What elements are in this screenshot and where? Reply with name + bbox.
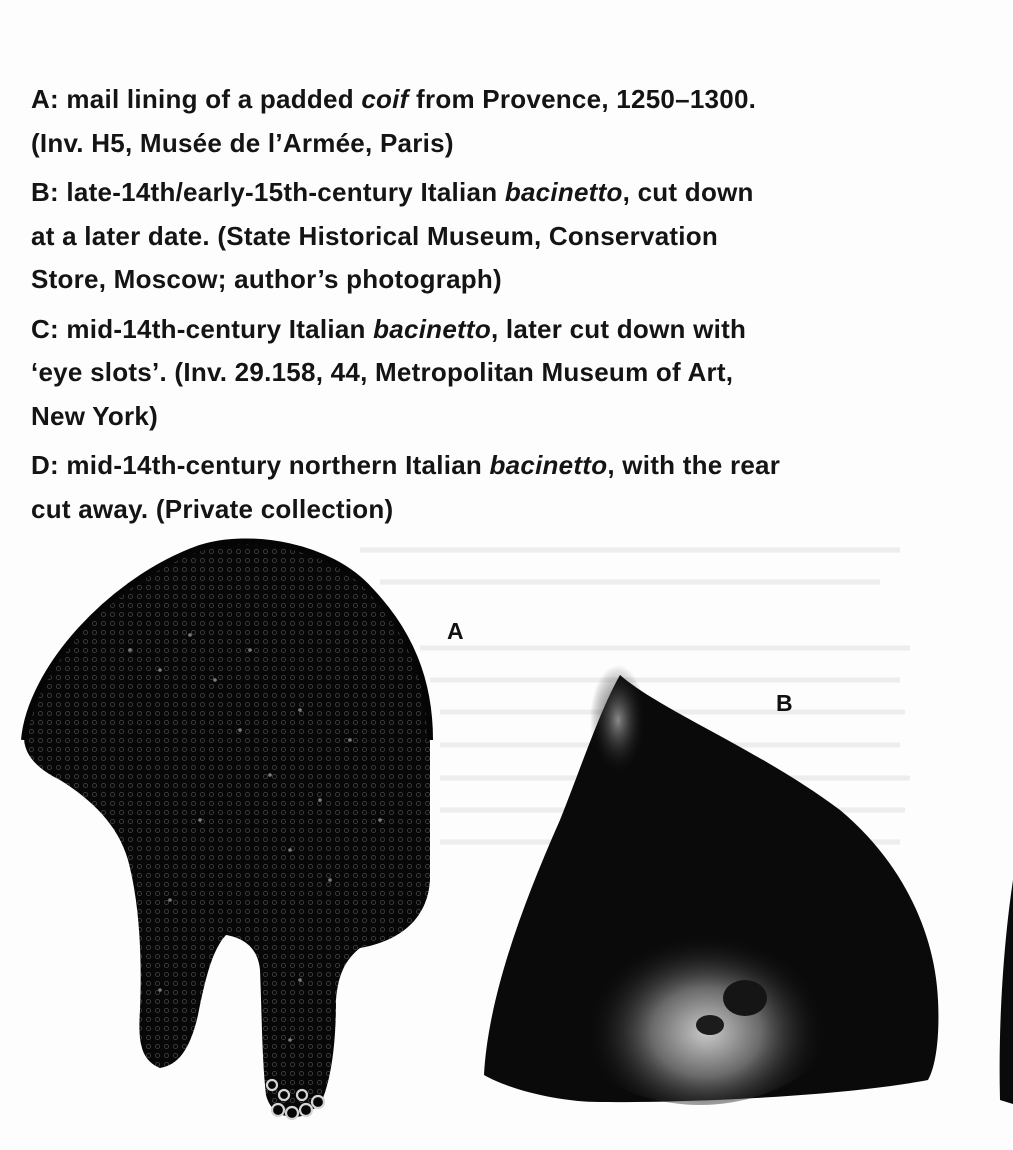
caption-text: C: mid-14th-century Italian <box>31 313 374 344</box>
caption-line <box>31 215 1001 259</box>
caption-text: A: mail lining of a padded <box>31 84 362 114</box>
caption-text: New York) <box>31 400 158 431</box>
caption-b <box>31 171 1001 302</box>
caption-text: B: late-14th/early-15th-century Italian <box>31 177 505 207</box>
caption-a <box>31 78 1001 165</box>
caption-line <box>31 258 1001 302</box>
caption-line <box>31 78 1001 122</box>
caption-italic-term: bacinetto <box>373 313 491 344</box>
helmet-photographs <box>0 520 1013 1150</box>
caption-text: , later cut down with <box>490 313 747 344</box>
caption-d <box>31 444 1001 531</box>
bacinetto-b-photo <box>484 665 938 1105</box>
caption-italic-term: bacinetto <box>504 177 623 207</box>
caption-c <box>31 308 1001 439</box>
figure-photographs <box>0 520 1013 1150</box>
caption-text: D: mid-14th-century northern Italian <box>31 450 490 480</box>
caption-line <box>31 351 1001 395</box>
caption-line <box>31 444 1001 488</box>
caption-line <box>31 308 1001 352</box>
caption-text: from Provence, 1250–1300. <box>408 84 757 114</box>
caption-text: Store, Moscow; author’s photograph) <box>31 264 502 294</box>
caption-line <box>31 171 1001 215</box>
caption-text: ‘eye slots’. (Inv. 29.158, 44, Metropolitan Museum of Art, <box>31 357 734 387</box>
caption-text: at a later date. (State Historical Museum, Conservation <box>31 220 719 251</box>
figure-label-a: A <box>447 618 464 644</box>
caption-italic-term: coif <box>361 84 409 114</box>
caption-text: cut away. (Private collection) <box>31 493 394 524</box>
mail-coif-photo <box>24 541 430 1119</box>
caption-text: , with the rear <box>607 450 781 480</box>
caption-text: (Inv. H5, Musée de l’Armée, Paris) <box>31 127 454 158</box>
figure-captions <box>31 78 1001 537</box>
caption-italic-term: bacinetto <box>489 450 608 480</box>
bacinetto-c-photo-edge <box>1000 880 1013 1104</box>
caption-text: , cut down <box>622 177 754 207</box>
caption-line <box>31 122 1001 166</box>
caption-line <box>31 395 1001 439</box>
figure-label-b: B <box>776 690 793 716</box>
